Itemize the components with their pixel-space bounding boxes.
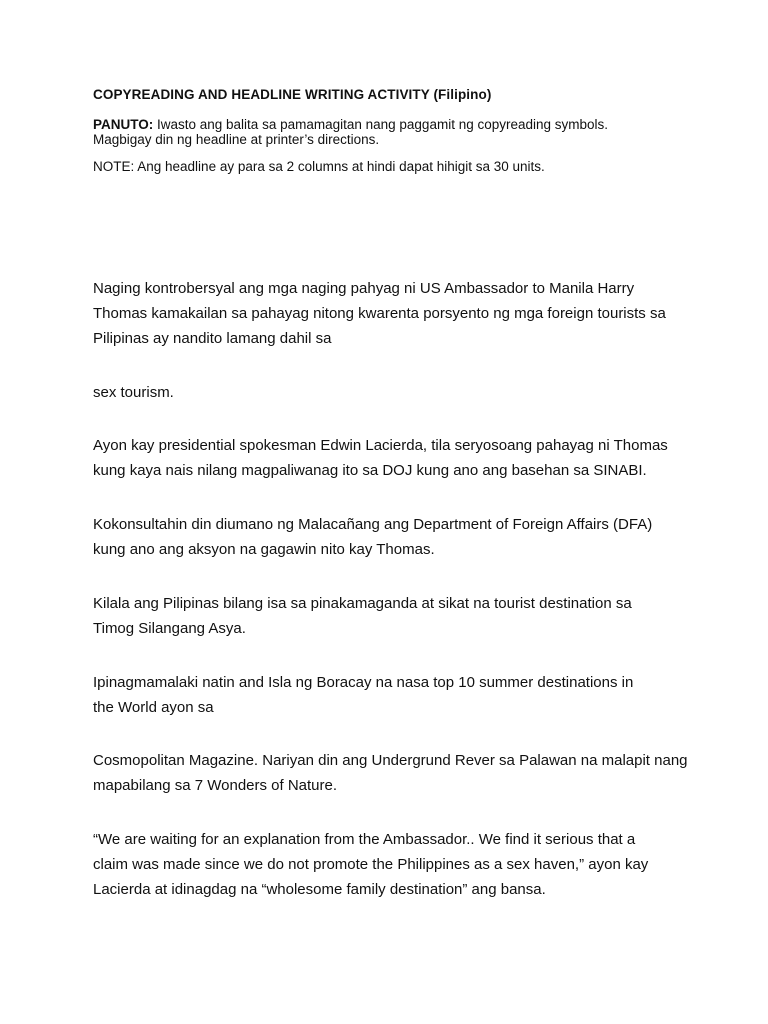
instruction-paragraph [93, 117, 653, 147]
article-paragraph: Kilala ang Pilipinas bilang isa sa pinakamaganda at sikat na tourist destination sa Timog Silangang Asya. [93, 595, 632, 637]
news-article-body [93, 276, 693, 902]
article-paragraph: “We are waiting for an explanation from the Ambassador.. We find it serious that a claim was made since we do not promote the Philippines as a sex haven,” ayon kay Lacierda at idinagdag na “wholesome family destination” ang bansa. [93, 831, 649, 898]
article-paragraph: Ipinagmamalaki natin and Isla ng Boracay na nasa top 10 summer destinations in the World ayon sa [93, 674, 634, 716]
document-title: COPYREADING AND HEADLINE WRITING ACTIVITY (Filipino) [93, 87, 492, 102]
document-header [93, 86, 693, 175]
instruction-label: PANUTO: [93, 117, 154, 132]
article-paragraph: Naging kontrobersyal ang mga naging pahyag ni US Ambassador to Manila Harry Thomas kamakailan sa pahayag nitong kwarenta porsyento ng mga foreign tourists sa Pilipinas ay nandito lamang dahil sa [93, 280, 666, 347]
article-paragraph: Kokonsultahin din diumano ng Malacañang ang Department of Foreign Affairs (DFA) kung ano ang aksyon na gagawin nito kay Thomas. [93, 516, 653, 558]
article-paragraph: Ayon kay presidential spokesman Edwin Lacierda, tila seryosoang pahayag ni Thomas kung kaya nais nilang magpaliwanag ito sa DOJ kung ano ang basehan sa SINABI. [93, 437, 668, 479]
headline-note: NOTE: Ang headline ay para sa 2 columns at hindi dapat hihigit sa 30 units. [93, 159, 545, 174]
instruction-text: Iwasto ang balita sa pamamagitan nang paggamit ng copyreading symbols. Magbigay din ng headline at printer’s directions. [93, 117, 609, 147]
article-paragraph: sex tourism. [93, 384, 174, 401]
article-paragraph: Cosmopolitan Magazine. Nariyan din ang Undergrund Rever sa Palawan na malapit nang mapabilang sa 7 Wonders of Nature. [93, 752, 688, 794]
